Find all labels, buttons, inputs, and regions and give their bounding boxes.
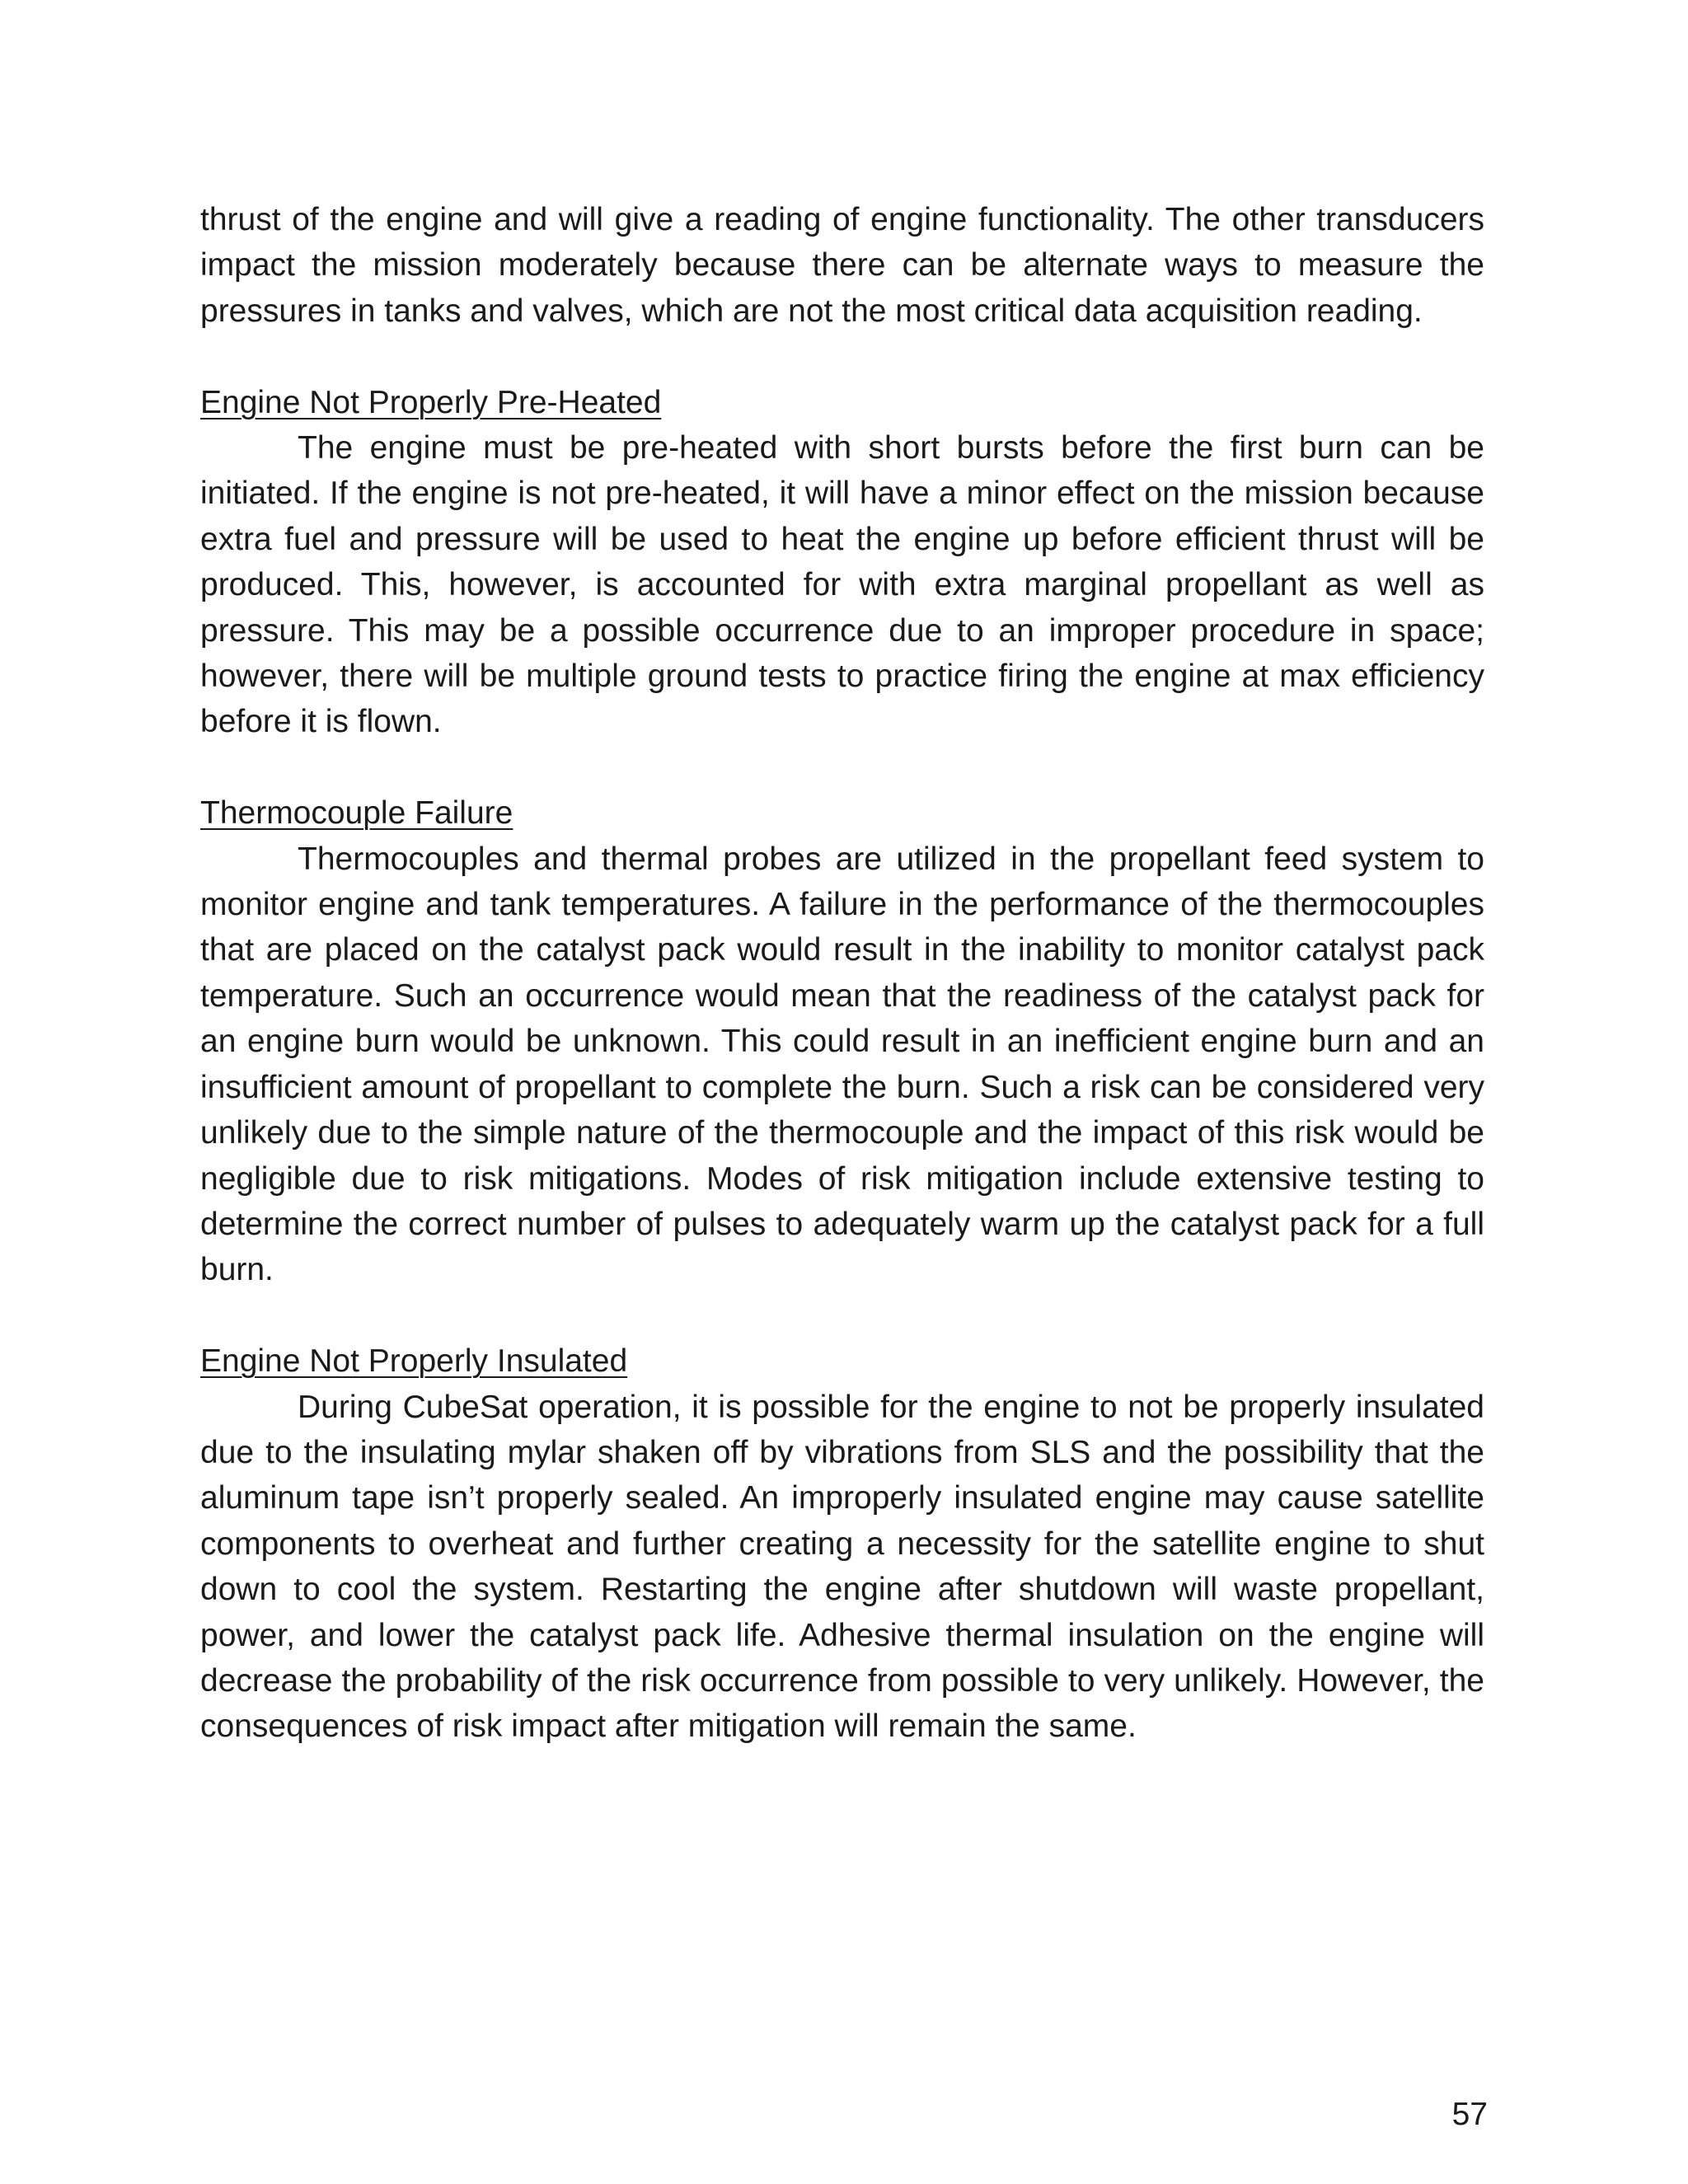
section-spacer (200, 334, 1484, 379)
section-paragraph: Thermocouples and thermal probes are utilized in the propellant feed system to monitor engine and tank temperatures. A failure in the performance of the thermocouples that are placed on the catalyst pack would result in the inability to monitor catalyst pack temperature. Such an occurrence would mean that the readiness of the catalyst pack for an engine burn would be unknown. This could result in an inefficient engine burn and an insufficient amount of propellant to complete the burn. Such a risk can be considered very unlikely due to the simple nature of the thermocouple and the impact of this risk would be negligible due to risk mitigations. Modes of risk mitigation include extensive testing to determine the correct number of pulses to adequately warm up the catalyst pack for a full burn. (200, 841, 1484, 1288)
section-heading: Engine Not Properly Insulated (200, 1343, 628, 1380)
page-body (200, 197, 1484, 1750)
section-engine-not-insulated (200, 1338, 1484, 1750)
section-heading: Thermocouple Failure (200, 795, 513, 832)
section-spacer (200, 1293, 1484, 1338)
section-thermocouple-failure (200, 790, 1484, 1292)
intro-paragraph: thrust of the engine and will give a reading of engine functionality. The other transducers impact the mission moderately because there can be alternate ways to measure the pressures in tanks and valves, which are not the most critical data acquisition reading. (200, 202, 1484, 329)
section-spacer (200, 745, 1484, 790)
section-heading: Engine Not Properly Pre-Heated (200, 384, 662, 420)
section-paragraph: During CubeSat operation, it is possible for the engine to not be properly insulated due to the insulating mylar shaken off by vibrations from SLS and the possibility that the aluminum tape isn’t properly sealed. An improperly insulated engine may cause satellite components to overheat and further creating a necessity for the satellite engine to shut down to cool the system. Restarting the engine after shutdown will waste propellant, power, and lower the catalyst pack life. Adhesive thermal insulation on the engine will decrease the probability of the risk occurrence from possible to very unlikely. However, the consequences of risk impact after mitigation will remain the same. (200, 1389, 1484, 1745)
section-engine-not-preheated (200, 380, 1484, 745)
page-number: 57 (1451, 2097, 1488, 2132)
section-paragraph: The engine must be pre-heated with short bursts before the first burn can be initiated. If the engine is not pre-heated, it will have a minor effect on the mission because extra fuel and pressure will be used to heat the engine up before efficient thrust will be produced. This, however, is accounted for with extra marginal propellant as well as pressure. This may be a possible occurrence due to an improper procedure in space; however, there will be multiple ground tests to practice firing the engine at max efficiency before it is flown. (200, 430, 1484, 740)
